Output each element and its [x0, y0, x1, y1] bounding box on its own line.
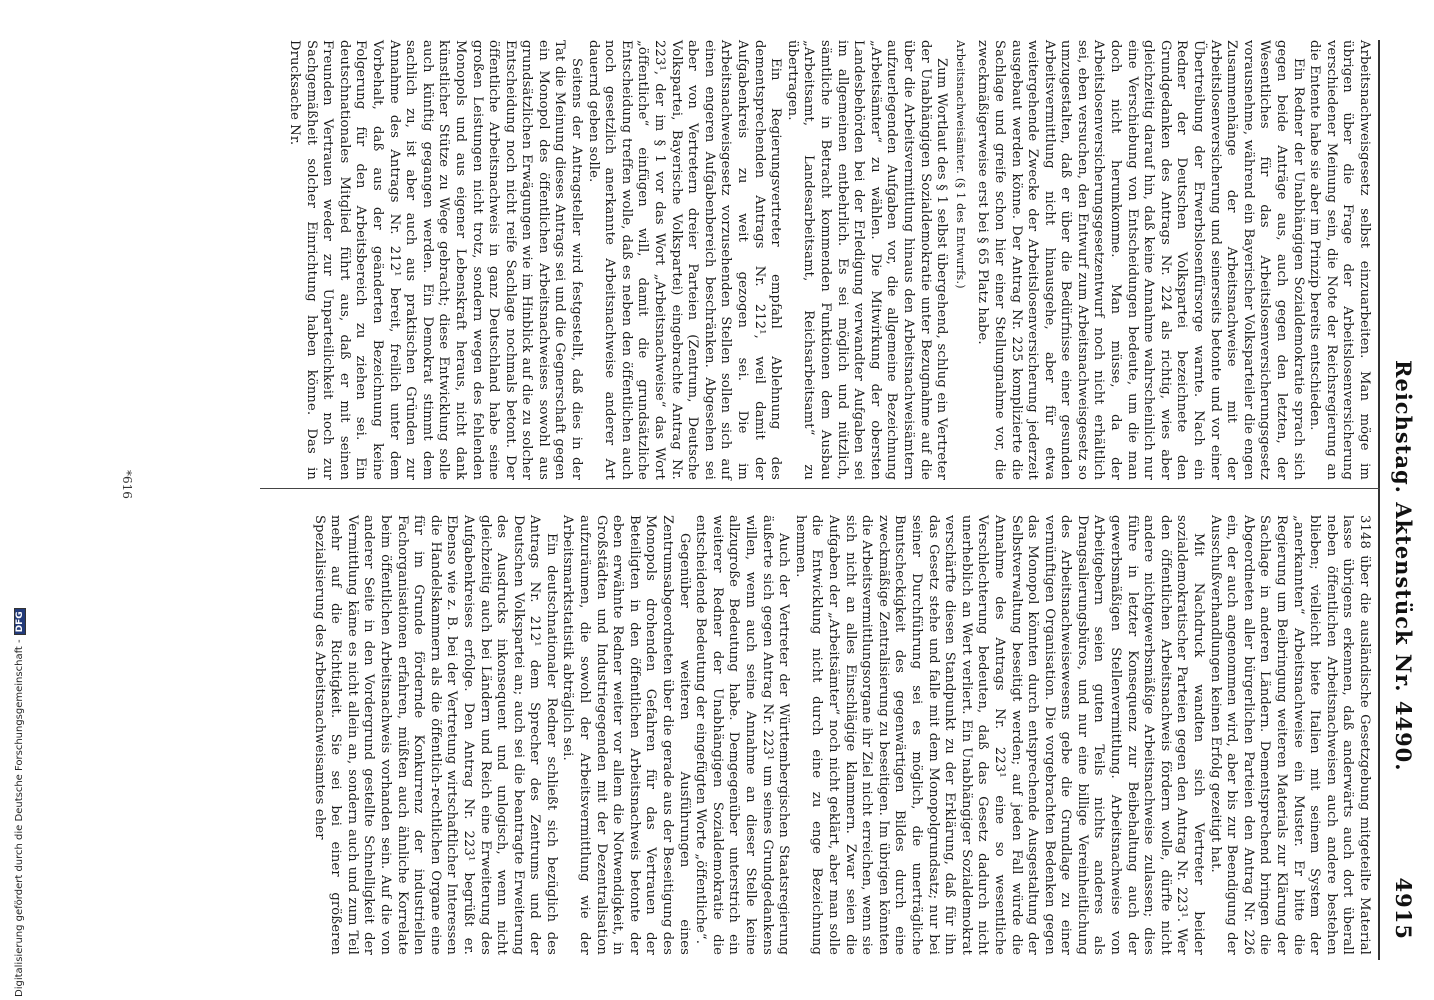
paragraph: Ein deutschnationaler Redner schließt sich bezüglich des Antrags Nr. 212¹ dem Sprecher des Zentrums und der Deutschen Volkspartei an; auch sei die beantragte Erweiterung des Ausdrucks inkonsequent und unlogisch, wenn nicht gleichzeitig auch bei Ländern und Reich eine Erweiterung des Aufgabenkreises erfolge. Den Antrag Nr. 223¹ begrüßt er. Ebenso wie z. B. bei der Vertretung wirtschaftlicher Interessen die Handelskammern als die öffentlich-rechtlichen Organe eine für im Grunde fördernde Konkurrenz der industriellen Fachorganisationen erfahren, müßten auch ähnliche Korrelate beim öffentlichen Arbeitsnachweis vorhanden sein. Auf die von anderer Seite in den Vordergrund gestellte Schnelligkeit der Vermittlung käme es nicht allein an, sondern auch und zum Teil mehr auf die Richtigkeit. Sie sei bei einer größeren Spezialisierung des Arbeitsnachweisamtes eher	[311, 515, 559, 955]
paragraph: Ein Regierungsvertreter empfahl Ablehnung des dementsprechenden Antrags Nr. 212¹, weil damit der Aufgabenkreis zu weit gezogen sei. Die im Arbeitsnachweisgesetz vorzusehenden Stellen sollen sich auf einen engeren Aufgabenbereich beschränken. Abgesehen sei aber von Vertretern dreier Parteien (Zentrum, Deutsche Volkspartei, Bayerische Volkspartei) eingebrachte Antrag Nr. 223¹, der im § 1 vor das Wort „Arbeitsnachweise“ das Wort „öffentliche“ einfügen will, damit die grundsätzliche Entscheidung treffen wolle, daß es neben den öffentlichen auch noch gesetzlich anerkannte Arbeitsnachweise anderer Art dauernd geben solle.	[585, 40, 784, 480]
paragraph: Seitens der Antragsteller wird festgestellt, daß dies in der Tat die Meinung dieses Antrags sei und die Gegnerschaft gegen ein Monopol des öffentlichen Arbeitsnachweises sowohl aus grundsätzlichen Erwägungen wie im Hinblick auf die zu solcher Entscheidung noch nicht reife Sachlage nochmals betont. Der öffentliche Arbeitsnachweis in ganz Deutschland habe seine großen Leistungen nicht trotz, sondern wegen des fehlenden Monopols und aus eigener Lebenskraft heraus, nicht dank künstlicher Stütze zu Wege gebracht; diese Entwicklung solle auch künftig gegangen werden. Ein Demokrat stimmt dem sachlich zu, ist aber auch aus praktischen Gründen zur Annahme des Antrags Nr. 212¹ bereit, freilich unter dem Vorbehalt, daß aus der geänderten Bezeichnung keine Folgerung für den Arbeitsbereich zu ziehen sei. Ein deutschnationales Mitglied führt aus, daß er mit seinen Freunden Vertrauen weder zur Unparteilichkeit noch zur Sachgemäßheit solcher Einrichtung haben könne. Das in Drucksache Nr.	[287, 40, 585, 480]
paragraph: Arbeitsnachweisgesetz selbst einzuarbeiten. Man möge im übrigen über die Frage der Arbeitslosenversicherung verschiedener Meinung sein, die Note der Reichsregierung an die Entente habe sie aber im Prinzip bereits entschieden.	[1307, 40, 1372, 480]
left-column	[285, 40, 1372, 480]
section-heading: Arbeitsnachweisämter. (§ 1 des Entwurfs.)	[953, 40, 967, 289]
paragraph: Ein Redner der Unabhängigen Sozialdemokratie sprach sich gegen beide Anträge aus, auch gegen den letzten, der Wesentliches für das Arbeitslosenversicherungsgesetz vorausnehme, während ein Bayerischer Volksparteiler die engen Zusammenhänge der Arbeitsnachweise mit der Arbeitslosenversicherung und seinerseits betonte und vor einer Übertreibung der Erwerbslosenfürsorge warnte. Nach ein Redner der Deutschen Volkspartei bezeichnete den Grundgedanken des Antrags Nr. 224 als richtig, wies aber gleichzeitig darauf hin, daß keine Annahme wahrscheinlich nur eine Verschiebung von Entscheidungen bedeute, um die man doch nicht herumkomme. Man müsse, da der Arbeitslosenversicherungsgesetzentwurf noch nicht erhältlich sei, eben versuchen, den Entwurf zum Arbeitsnachweisgesetz so umzugestalten, daß er über die Bedürfnisse einer gesunden Arbeitsvermittlung nicht hinausgehe, aber für etwa weitergehende Zwecke der Arbeitslosenversicherung jederzeit ausgebaut werden könne. Der Antrag Nr. 225 komplizierte die Sachlage und greife schon hier einer Stellungnahme vor, die zweckmäßigerweise erst bei § 65 Platz habe.	[975, 40, 1306, 480]
rotated-page-content	[84, 0, 1434, 1000]
paragraph: Gegenüber weiteren Ausführungen eines Zentrumsabgeordneten über die gerade aus der Beseitigung des Monopols drohenden Gefahren für das Vertrauen der Beteiligten in den öffentlichen Arbeitsnachweis betonte der eben erwähnte Redner weiter vor allem die Notwendigkeit, in Großstädten und Industriegegenden mit der Dezentralisation aufzuräumen, die sowohl der Arbeitsvermittlung wie der Arbeitsmarktstatistik abträglich sei.	[560, 515, 692, 955]
header-rule	[1378, 40, 1380, 960]
column-rule	[260, 488, 1380, 489]
digitization-credit	[14, 608, 26, 997]
paragraph: Mit Nachdruck wandten sich Vertreter beider sozialdemokratischer Parteien gegen den Antrag Nr. 223¹. Wer den öffentlichen Arbeitsnachweis fördern wolle, dürfte nicht andere nichtgewerbsmäßige Arbeitsnachweise zulassen; dies führe in letzter Konsequenz zur Beibehaltung auch der gewerbsmäßigen Stellenvermittlung. Arbeitsnachweise von Arbeitgebern seien guten Teils nichts anderes als Drangsalierungsbüros, und nur eine billige Vereinheitlichung des Arbeitsnachweisewesens gebe die Grundlage zu einer vernünftigen Organisation. Die vorgebrachten Bedenken gegen das Monopol könnten durch entsprechende Ausgestaltung der Selbstverwaltung beseitigt werden; auf jeden Fall würde die Annahme des Antrags Nr. 223¹ eine so wesentliche Verschlechterung bedeuten, daß das Gesetz dadurch nicht unerheblich an Wert verliert. Ein Unabhängiger Sozialdemokrat verschärfte diesen Standpunkt zu der Erklärung, daß für ihn das Gesetz stehe und falle mit dem Monopolgrundsatz; nur bei seiner Durchführung sei es möglich, die unerträgliche Buntscheckigkeit des gegenwärtigen Bildes durch eine zweckmäßige Zentralisierung zu beseitigen. Im übrigen könnten die Arbeitsvermittlungsorgane ihr Ziel nicht erreichen, wenn sie sich nicht an alles Einschlägige klammern. Zwar seien die Aufgaben der „Arbeitsämter“ noch nicht geklärt, aber man solle die Entwicklung nicht durch eine zu enge Bezeichnung hemmen.	[792, 515, 1207, 955]
credit-text: Digitalisierung gefördert durch die Deutsche Forschungsgemeinschaft -	[14, 639, 25, 997]
signature-mark: *616	[120, 470, 134, 499]
page-number: 4915	[1391, 877, 1416, 940]
running-head-title: Reichstag. Aktenstück Nr. 4490.	[1391, 360, 1416, 772]
dfg-logo: DFG	[14, 608, 26, 635]
paragraph: Auch der Vertreter der Württembergischen Staatsregierung äußerte sich gegen Antrag Nr. 223¹ um seines Grundgedankens willen, wenn auch seine Annahme an dieser Stelle keine allzugroße Bedeutung habe. Demgegenüber unterstrich ein weiterer Redner der Unabhängigen Sozialdemokratie die entscheidende Bedeutung der eingefügten Worte „öffentliche“.	[693, 515, 792, 955]
paragraph: 3148 über die ausländische Gesetzgebung mitgeteilte Material lasse übrigens erkennen, daß anderwärts auch dort überall neben öffentlichen Arbeitsnachweisen auch andere bestehen blieben; vielleicht biete Italien mit seinem System der „anerkannten“ Arbeitsnachweise ein Muster. Er bitte die Regierung um Beibringung weiteren Materials zur Klärung der Sachlage in anderen Ländern. Dementsprechend bringen die Abgeordneten aller bürgerlichen Parteien den Antrag Nr. 226 ein, der auch angenommen wird, aber bis zur Beendigung der Ausschußverhandlungen keinen Erfolg gezeitigt hat.	[1207, 515, 1372, 955]
right-column	[310, 515, 1372, 955]
paragraph: Zum Wortlaut des § 1 selbst übergehend, schlug ein Vertreter der Unabhängigen Sozialdemokratie unter Bezugnahme auf die über die Arbeitsvermittlung hinaus den Arbeitsnachweisämtern aufzuerlegenden Aufgaben vor, die allgemeine Bezeichnung „Arbeitsämter“ zu wählen. Die Mitwirkung der obersten Landesbehörden bei der Erledigung verwandter Aufgaben sei im allgemeinen entbehrlich. Es sei möglich und nützlich, sämtliche in Betracht kommenden Funktionen dem Ausbau „Arbeitsamt, Landesarbeitsamt, Reichsarbeitsamt“ zu übertragen.	[784, 40, 950, 480]
